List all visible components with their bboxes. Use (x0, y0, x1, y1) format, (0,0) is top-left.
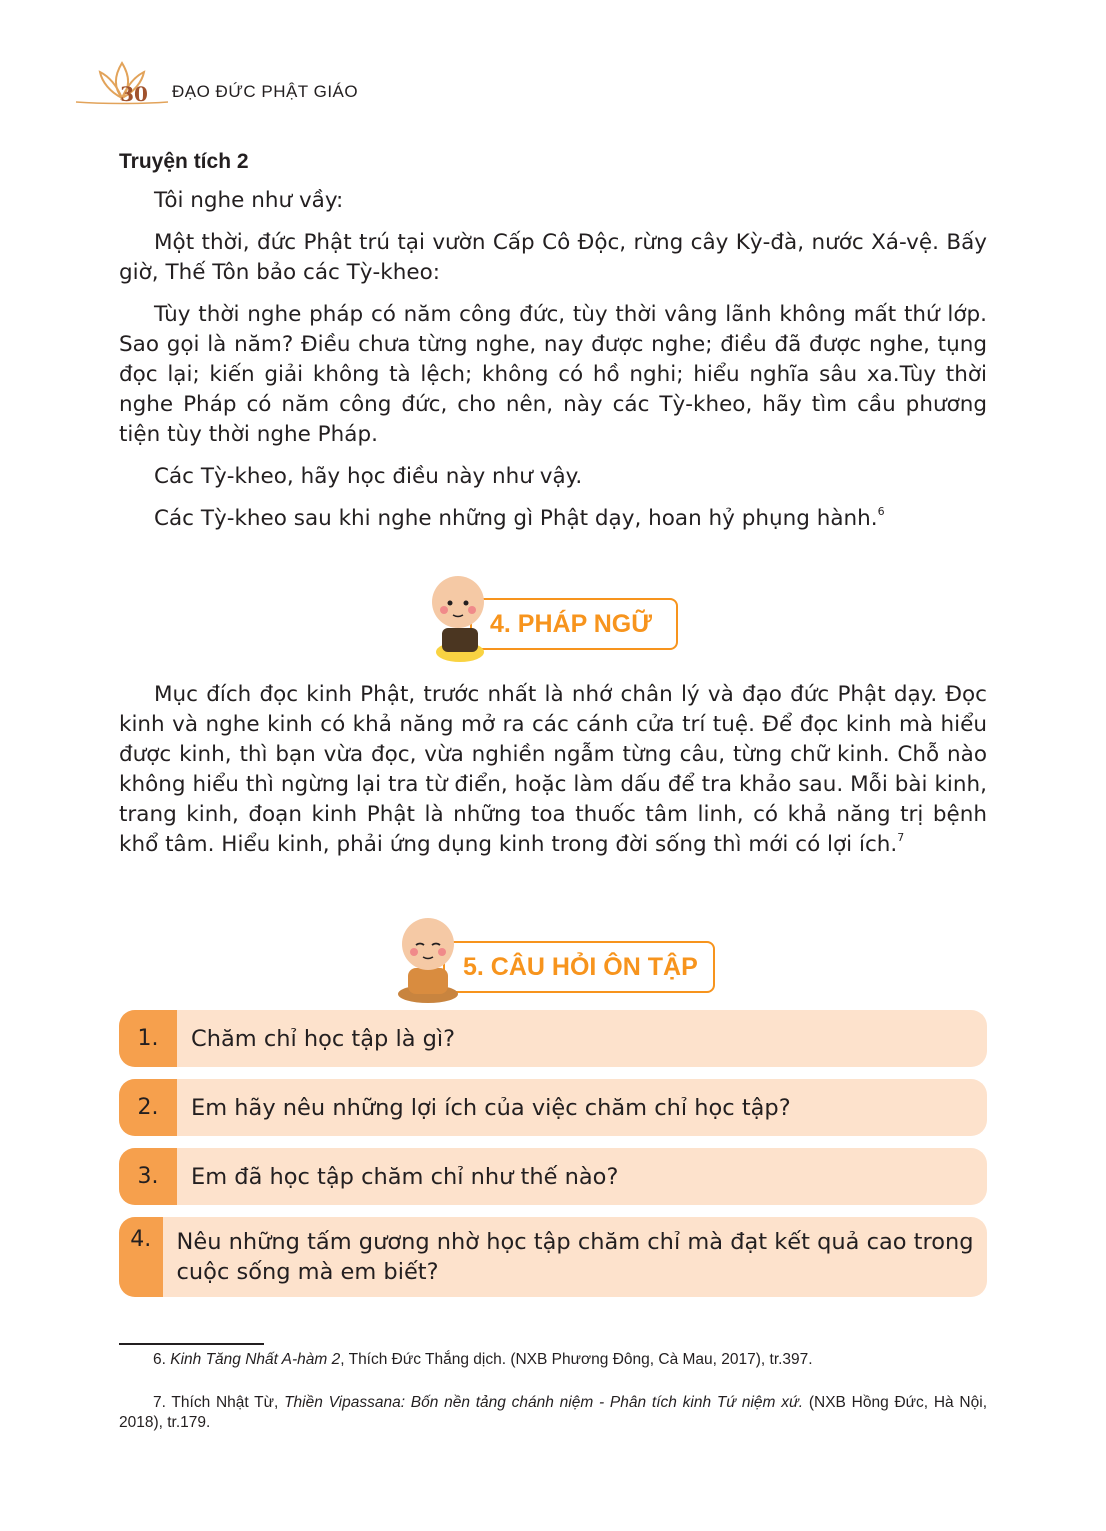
story-paragraph (119, 504, 987, 534)
question-number: 2. (119, 1079, 177, 1136)
monk-reading-icon (420, 570, 500, 665)
footnote-text: (NXB Hồng Đức, Hà Nội, 2018), tr.179. (119, 1394, 987, 1431)
footnote-title: Thiền Vipassana: Bốn nền tảng chánh niệm - Phân tích kinh Tứ niệm xứ. (284, 1394, 804, 1411)
footnote-ref: 7 (897, 831, 905, 844)
footnote-6 (119, 1350, 987, 1370)
monk-meditating-icon (388, 912, 468, 1007)
question-number: 1. (119, 1010, 177, 1067)
question-item (119, 1217, 987, 1297)
question-text: Em đã học tập chăm chỉ như thế nào? (191, 1163, 619, 1190)
question-text: Nêu những tấm gương nhờ học tập chăm chỉ mà đạt kết quả cao trong cuộc sống mà em biết? (176, 1229, 974, 1285)
footnote-ref: 6 (877, 505, 885, 518)
footnote-author: Thích Nhật Từ, (171, 1394, 285, 1411)
section-4-text: Mục đích đọc kinh Phật, trước nhất là nhớ chân lý và đạo đức Phật dạy. Đọc kinh và nghe kinh có khả năng mở ra các cánh cửa trí tuệ. Để đọc kinh mà hiểu được kinh, thì bạn vừa đọc, vừa nghiền ngẫm từng câu, từng chữ kinh. Chỗ nào không hiểu thì ngừng lại tra từ điển, hoặc làm dấu để tra khảo sau. Mỗi bài kinh, trang kinh, đoạn kinh Phật là những toa thuốc tâm linh, có khả năng trị bệnh khổ tâm. Hiểu kinh, phải ứng dụng kinh trong đời sống thì mới có lợi ích. (119, 682, 987, 857)
story-section (119, 150, 987, 546)
question-item (119, 1148, 987, 1205)
footnote-number: 6. (153, 1351, 166, 1368)
question-text: Em hãy nêu những lợi ích của việc chăm chỉ học tập? (191, 1094, 791, 1121)
page-number: 30 (120, 82, 148, 106)
section-4-paragraph (119, 680, 987, 860)
story-paragraph: Một thời, đức Phật trú tại vườn Cấp Cô Độc, rừng cây Kỳ-đà, nước Xá-vệ. Bấy giờ, Thế Tôn bảo các Tỳ-kheo: (119, 230, 987, 285)
question-item (119, 1010, 987, 1067)
running-title: ĐẠO ĐỨC PHẬT GIÁO (172, 82, 359, 101)
section-4-body (119, 680, 987, 872)
story-title: Truyện tích 2 (119, 150, 249, 173)
section-4-heading (420, 570, 690, 665)
story-paragraph: Tôi nghe như vầy: (154, 188, 344, 213)
question-number: 3. (119, 1148, 177, 1205)
story-last-text: Các Tỳ-kheo sau khi nghe những gì Phật dạy, hoan hỷ phụng hành. (154, 506, 878, 531)
question-number: 4. (119, 1217, 163, 1297)
question-item (119, 1079, 987, 1136)
section-5-heading (388, 912, 718, 1007)
footnote-title: Kinh Tăng Nhất A-hàm 2 (170, 1351, 341, 1368)
question-text: Chăm chỉ học tập là gì? (191, 1025, 456, 1052)
footnote-text: , Thích Đức Thắng dịch. (NXB Phương Đông, Cà Mau, 2017), tr.397. (340, 1351, 813, 1368)
story-paragraph: Tùy thời nghe pháp có năm công đức, tùy thời vâng lãnh không mất thứ lớp. Sao gọi là năm? Điều chưa từng nghe, nay được nghe; điều đã được nghe, tụng đọc lại; kiến giải không tà lệch; không có hồ nghi; hiểu nghĩa sâu xa.Tùy thời nghe Pháp có năm công đức, cho nên, này các Tỳ-kheo, hãy tìm cầu phương tiện tùy thời nghe Pháp. (119, 302, 987, 447)
footnote-divider (119, 1343, 264, 1345)
footnote-number: 7. (153, 1394, 166, 1411)
section-5-banner: 5. CÂU HỎI ÔN TẬP (443, 941, 715, 993)
footnote-7 (119, 1393, 987, 1433)
story-paragraph: Các Tỳ-kheo, hãy học điều này như vậy. (154, 464, 583, 489)
section-4-banner: 4. PHÁP NGỮ (470, 598, 678, 650)
page-header (72, 58, 472, 118)
